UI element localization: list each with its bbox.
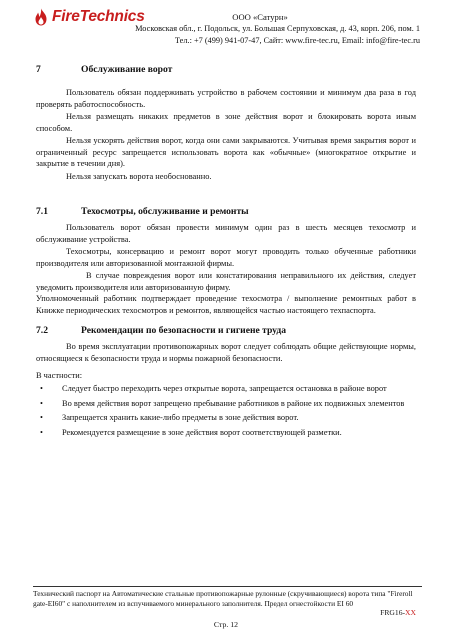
bullet-list [36, 383, 416, 441]
bullet-icon: • [40, 427, 43, 437]
paragraph: Уполномоченный работник подтверждает проведение техосмотра / выполнение ремонтных работ в Книжке периодических техосмотров и ремонтов, являющейся частью настоящего техпаспорта. [36, 294, 416, 315]
paragraph: В частности: [36, 371, 83, 380]
document-code-prefix: FRG16- [380, 608, 406, 617]
company-name: ООО «Сатурн» [232, 12, 288, 22]
paragraph: Нельзя размещать никаких предметов в зоне действия ворот и блокировать ворота иным способом. [36, 112, 416, 133]
logo-text: FireTechnics [52, 8, 145, 25]
flame-icon [33, 8, 49, 26]
section-number: 7.2 [36, 325, 48, 336]
paragraph: Пользователь ворот обязан провести минимум один раз в шесть месяцев техосмотр и обслуживание устройства. [36, 223, 416, 244]
list-item-text: Следует быстро переходить через открытые ворота, запрещается остановка в районе ворот [62, 384, 387, 393]
list-item-text: Запрещается хранить какие-либо предметы в зоне действия ворот. [62, 413, 299, 423]
section-title: Обслуживание ворот [81, 64, 173, 75]
paragraph: Пользователь обязан поддерживать устройство в рабочем состоянии и минимум два раза в год проверять работоспособность. [36, 88, 416, 109]
company-address [60, 23, 420, 46]
paragraph: Техосмотры, консервацию и ремонт ворот могут проводить только обученные работники производителя или авторизованной монтажной фирмы. [36, 247, 416, 268]
page-number: Стр. 12 [213, 620, 239, 629]
footer-text: Технический паспорт на Автоматические стальные противопожарные рулонные (скручивающиеся) ворота типа "Fireroll gate-EI60" с наполнителем из вспучиваемого минерального заполнителя. Предел огнестойкости EI 60 [33, 589, 413, 608]
section-title: Техосмотры, обслуживание и ремонты [81, 206, 249, 217]
list-item-text: Во время действия ворот запрещено пребывание работников в районе их подвижных элементов [62, 398, 405, 408]
paragraph: Во время эксплуатации противопожарных ворот следует соблюдать общие действующие нормы, относящиеся к безопасности труда и нормы пожарной безопасности. [36, 342, 416, 363]
list-item [36, 383, 416, 395]
footer-divider [33, 586, 422, 587]
contacts-line: Тел.: +7 (499) 941-07-47, Сайт: www.fire-tec.ru, Email: info@fire-tec.ru [174, 35, 420, 45]
list-item [36, 412, 416, 424]
list-item [36, 427, 416, 439]
list-item-text: Рекомендуется размещение в зоне действия ворот соответствующей разметки. [62, 427, 342, 437]
paragraph: Нельзя ускорять действия ворот, когда они сами закрываются. Учитывая время закрытия ворот и ограниченный ресурс запрещается использовать ворота как «обычные» (многократное открытие и закрытие в течении дня). [36, 136, 416, 169]
section-title: Рекомендации по безопасности и гигиене труда [81, 325, 287, 336]
bullet-icon: • [40, 413, 43, 423]
document-code [380, 608, 416, 617]
list-item [36, 398, 416, 410]
section-number: 7.1 [36, 206, 48, 217]
address-line: Московская обл., г. Подольск, ул. Большая Серпуховская, д. 43, корп. 206, пом. 1 [135, 24, 420, 33]
section-number: 7 [36, 64, 41, 75]
bullet-icon: • [40, 384, 43, 393]
paragraph: В случае повреждения ворот или констатирования неправильного их действия, следует уведомить производителя или авторизованную фирму. [36, 271, 416, 292]
document-code-suffix: XX [405, 608, 416, 617]
bullet-icon: • [40, 398, 43, 408]
paragraph: Нельзя запускать ворота необоснованно. [66, 172, 212, 181]
